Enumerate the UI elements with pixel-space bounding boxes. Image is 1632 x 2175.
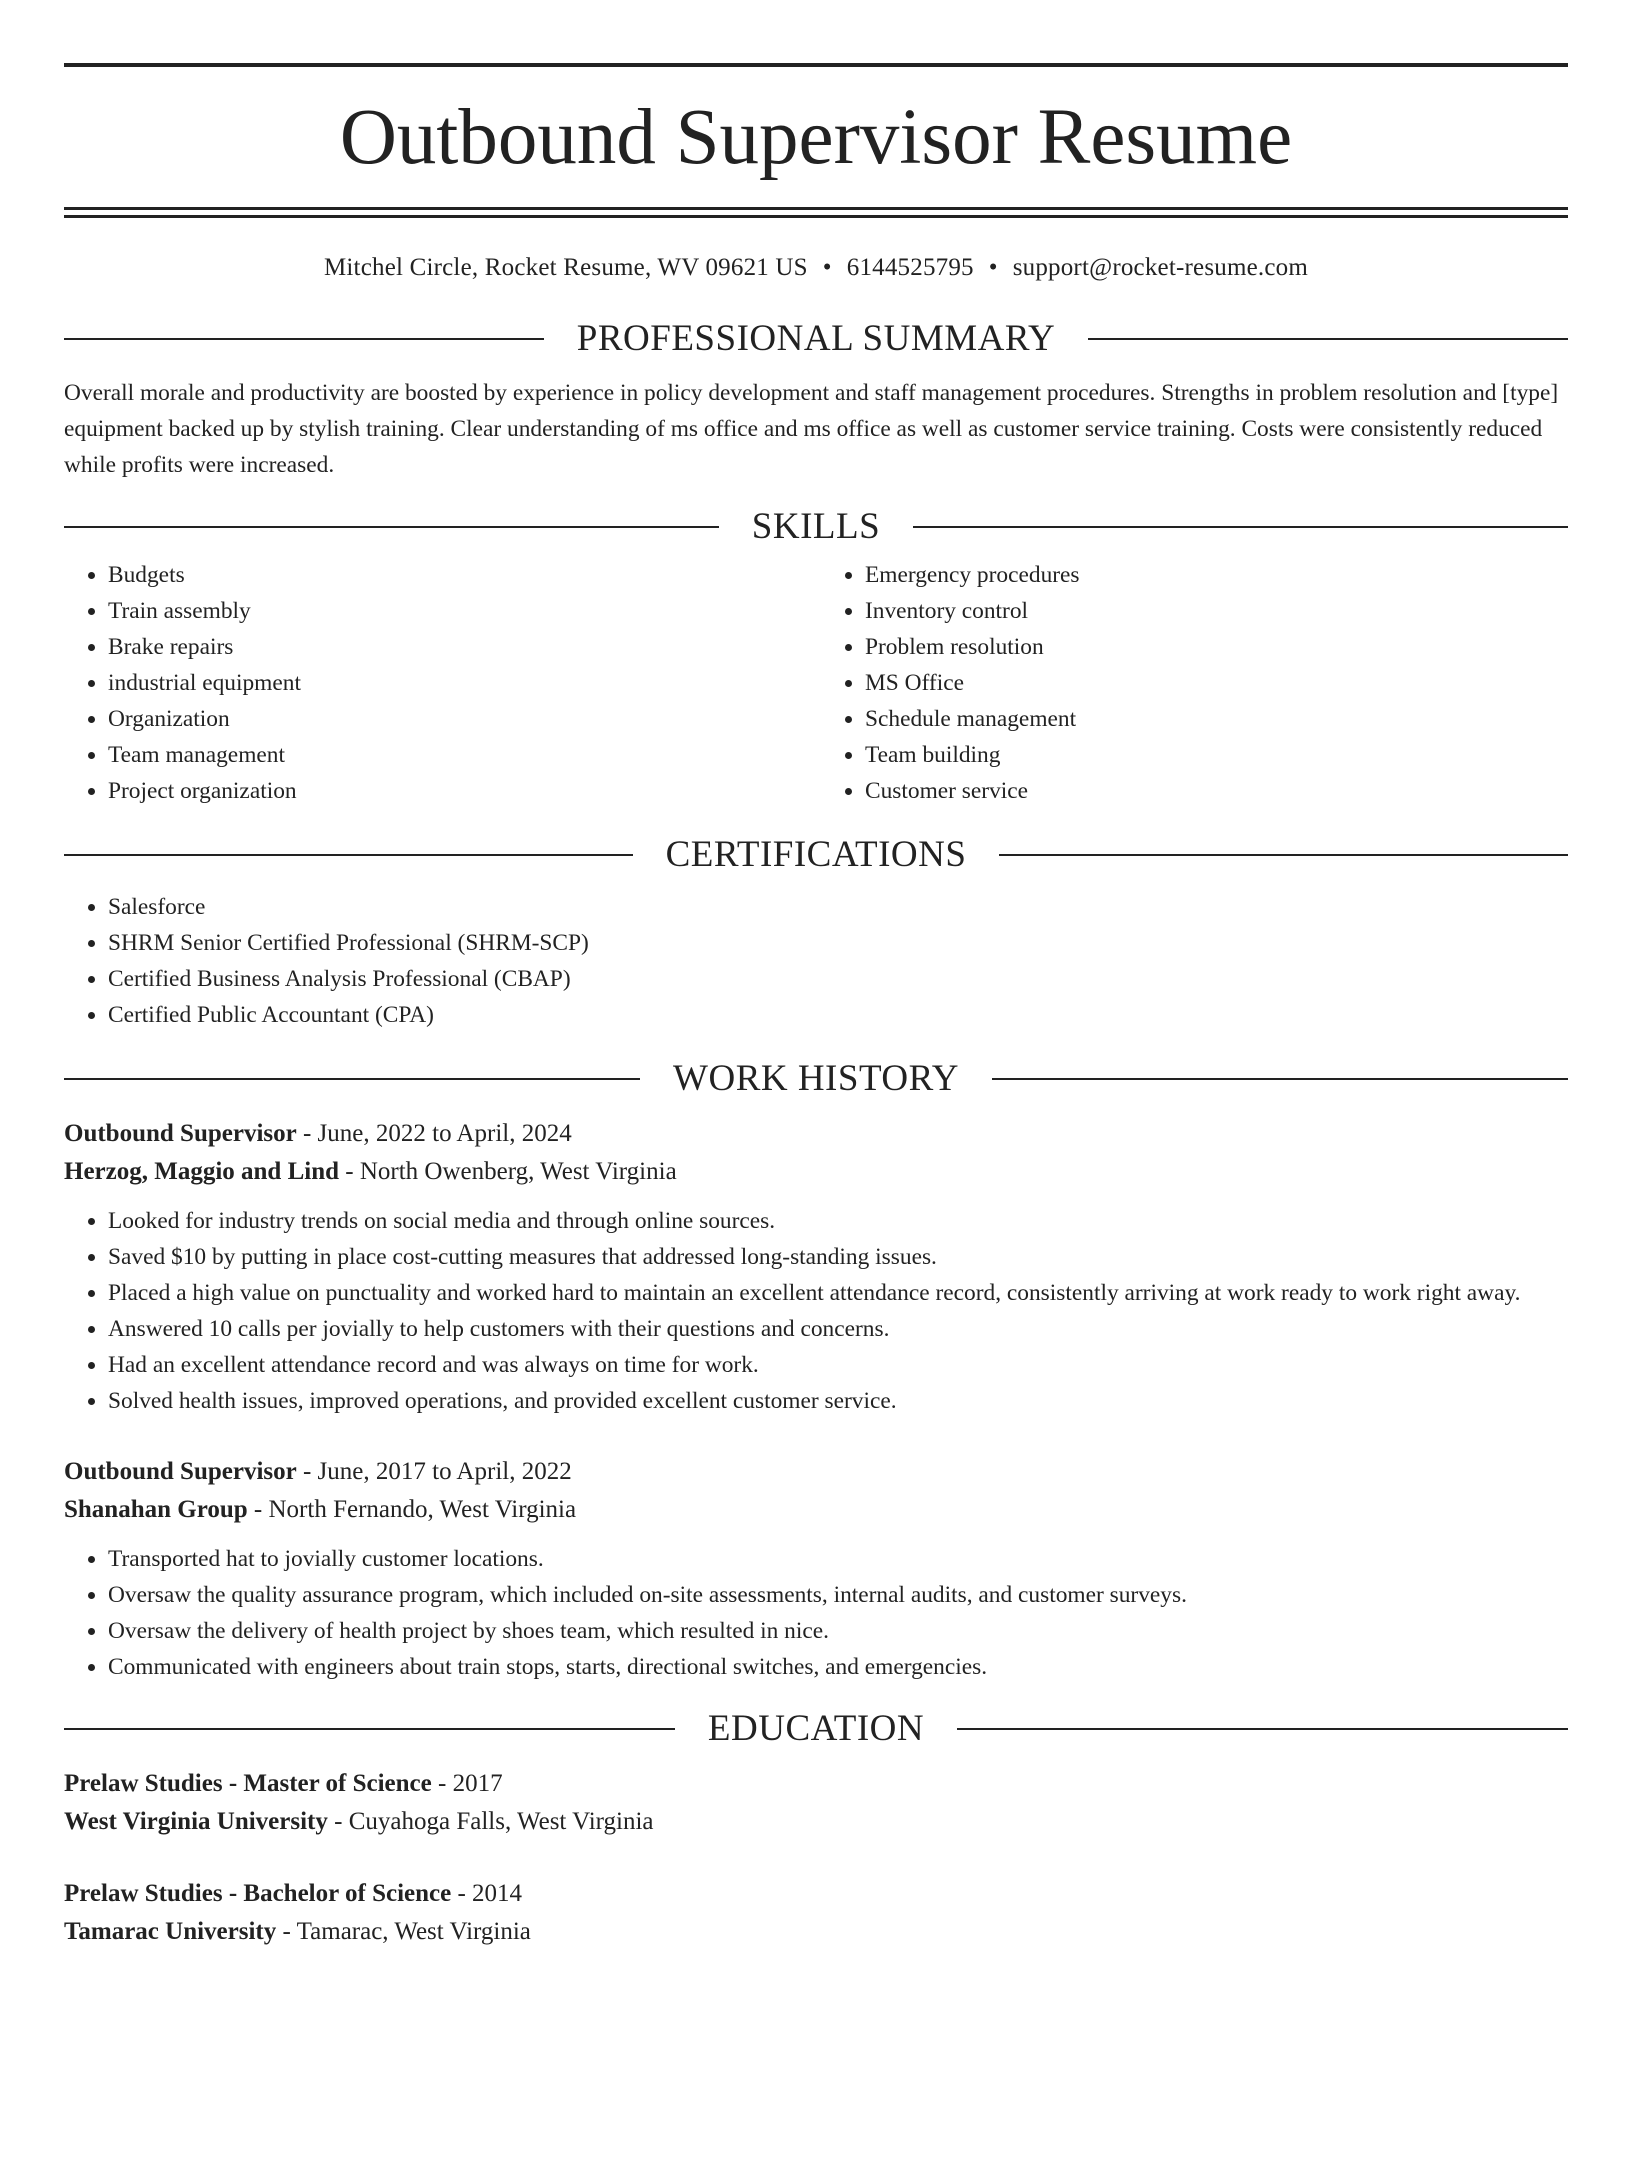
work-history-heading-label: WORK HISTORY: [673, 1058, 959, 1099]
work-history-heading: [64, 1057, 1568, 1101]
heading-rule-left: [64, 1078, 640, 1080]
education-degree-line: [64, 1765, 1568, 1803]
heading-rule-left: [64, 854, 633, 856]
job-company-line: [64, 1153, 1568, 1191]
education-school: West Virginia University: [64, 1808, 328, 1835]
list-item: • Team management: [108, 737, 811, 773]
list-item: • Budgets: [108, 557, 811, 593]
list-item: • Oversaw the delivery of health project by shoes team, which resulted in nice.: [108, 1613, 1568, 1649]
list-item: • Certified Business Analysis Professional (CBAP): [108, 961, 1568, 997]
contact-email: support@rocket-resume.com: [1012, 254, 1308, 281]
job-title: Outbound Supervisor: [64, 1120, 297, 1147]
education-school-line: [64, 1803, 1568, 1841]
list-item: • Project organization: [108, 773, 811, 809]
job-title: Outbound Supervisor: [64, 1458, 297, 1485]
summary-text: Overall morale and productivity are boosted by experience in policy development and staff management procedures. Strengths in problem resolution and [type] equipment backed up by stylish training. Clear understanding of ms office and ms office as well as customer service training. Costs were consistently reduced while profits were increased.: [64, 380, 1559, 478]
job-location: - North Owenberg, West Virginia: [339, 1158, 677, 1185]
contact-phone: 6144525795: [846, 254, 974, 281]
education-degree: Prelaw Studies - Bachelor of Science: [64, 1880, 452, 1907]
contact-separator: •: [988, 254, 998, 281]
job-entry: [64, 1453, 1568, 1685]
education-location: - Tamarac, West Virginia: [276, 1918, 531, 1945]
heading-rule-left: [64, 526, 719, 528]
job-bullets: [64, 1541, 1568, 1685]
list-item: • Problem resolution: [865, 629, 1568, 665]
list-item: • MS Office: [865, 665, 1568, 701]
education-school-line: [64, 1913, 1568, 1951]
list-item: • Had an excellent attendance record and was always on time for work.: [108, 1347, 1568, 1383]
job-company: Herzog, Maggio and Lind: [64, 1158, 340, 1185]
list-item: • Train assembly: [108, 593, 811, 629]
job-title-line: [64, 1115, 1568, 1153]
resume-title: Outbound Supervisor Resume: [339, 94, 1293, 181]
education-school: Tamarac University: [64, 1918, 277, 1945]
heading-rule-left: [64, 338, 544, 340]
list-item: • Saved $10 by putting in place cost-cutting measures that addressed long-standing issues.: [108, 1239, 1568, 1275]
list-item: • industrial equipment: [108, 665, 811, 701]
list-item: • Team building: [865, 737, 1568, 773]
contact-address: Mitchel Circle, Rocket Resume, WV 09621 US: [323, 254, 808, 281]
heading-rule-left: [64, 1728, 675, 1730]
summary-heading-label: PROFESSIONAL SUMMARY: [576, 318, 1056, 359]
job-dates: - June, 2017 to April, 2022: [296, 1458, 572, 1485]
certifications-heading-label: CERTIFICATIONS: [665, 834, 967, 875]
list-item: • Placed a high value on punctuality and worked hard to maintain an excellent attendance record, consistently arriving at work ready to work right away.: [108, 1275, 1568, 1311]
top-rule: [64, 63, 1568, 67]
job-company: Shanahan Group: [64, 1496, 248, 1523]
certifications-list: [64, 889, 1568, 1033]
list-item: • Salesforce: [108, 889, 1568, 925]
job-title-line: [64, 1453, 1568, 1491]
list-item: • Communicated with engineers about train stops, starts, directional switches, and emergencies.: [108, 1649, 1568, 1685]
education-year: - 2017: [431, 1770, 503, 1797]
job-dates: - June, 2022 to April, 2024: [296, 1120, 572, 1147]
resume-page: [0, 63, 1632, 2175]
education-heading-label: EDUCATION: [707, 1708, 925, 1749]
list-item: • SHRM Senior Certified Professional (SHRM-SCP): [108, 925, 1568, 961]
list-item: • Certified Public Accountant (CPA): [108, 997, 1568, 1033]
heading-rule-right: [1088, 338, 1568, 340]
list-item: • Brake repairs: [108, 629, 811, 665]
list-item: • Emergency procedures: [865, 557, 1568, 593]
heading-rule-right: [957, 1728, 1568, 1730]
heading-rule-right: [913, 526, 1568, 528]
education-degree-line: [64, 1875, 1568, 1913]
job-bullets: [64, 1203, 1568, 1419]
list-item: • Inventory control: [865, 593, 1568, 629]
list-item: • Customer service: [865, 773, 1568, 809]
skills-list-right: [811, 557, 1568, 809]
education-entry: [64, 1875, 1568, 1951]
skills-heading: [64, 505, 1568, 549]
education-location: - Cuyahoga Falls, West Virginia: [327, 1808, 654, 1835]
list-item: • Oversaw the quality assurance program, which included on-site assessments, internal audits, and customer surveys.: [108, 1577, 1568, 1613]
education-year: - 2014: [451, 1880, 523, 1907]
contact-separator: •: [822, 254, 832, 281]
heading-rule-right: [992, 1078, 1568, 1080]
job-company-line: [64, 1491, 1568, 1529]
list-item: • Schedule management: [865, 701, 1568, 737]
title-double-rule: [64, 207, 1568, 218]
summary-heading: [64, 317, 1568, 361]
certifications-heading: [64, 833, 1568, 877]
education-entry: [64, 1765, 1568, 1841]
skills-heading-label: SKILLS: [751, 506, 881, 547]
contact-line: [64, 253, 1568, 283]
job-location: - North Fernando, West Virginia: [247, 1496, 577, 1523]
list-item: • Looked for industry trends on social media and through online sources.: [108, 1203, 1568, 1239]
list-item: • Answered 10 calls per jovially to help customers with their questions and concerns.: [108, 1311, 1568, 1347]
education-degree: Prelaw Studies - Master of Science: [64, 1770, 432, 1797]
skills-list-left: [64, 557, 811, 809]
job-entry: [64, 1115, 1568, 1419]
education-heading: [64, 1707, 1568, 1751]
heading-rule-right: [999, 854, 1568, 856]
list-item: • Organization: [108, 701, 811, 737]
list-item: • Transported hat to jovially customer locations.: [108, 1541, 1568, 1577]
list-item: • Solved health issues, improved operations, and provided excellent customer service.: [108, 1383, 1568, 1419]
skills-grid: [64, 557, 1568, 809]
